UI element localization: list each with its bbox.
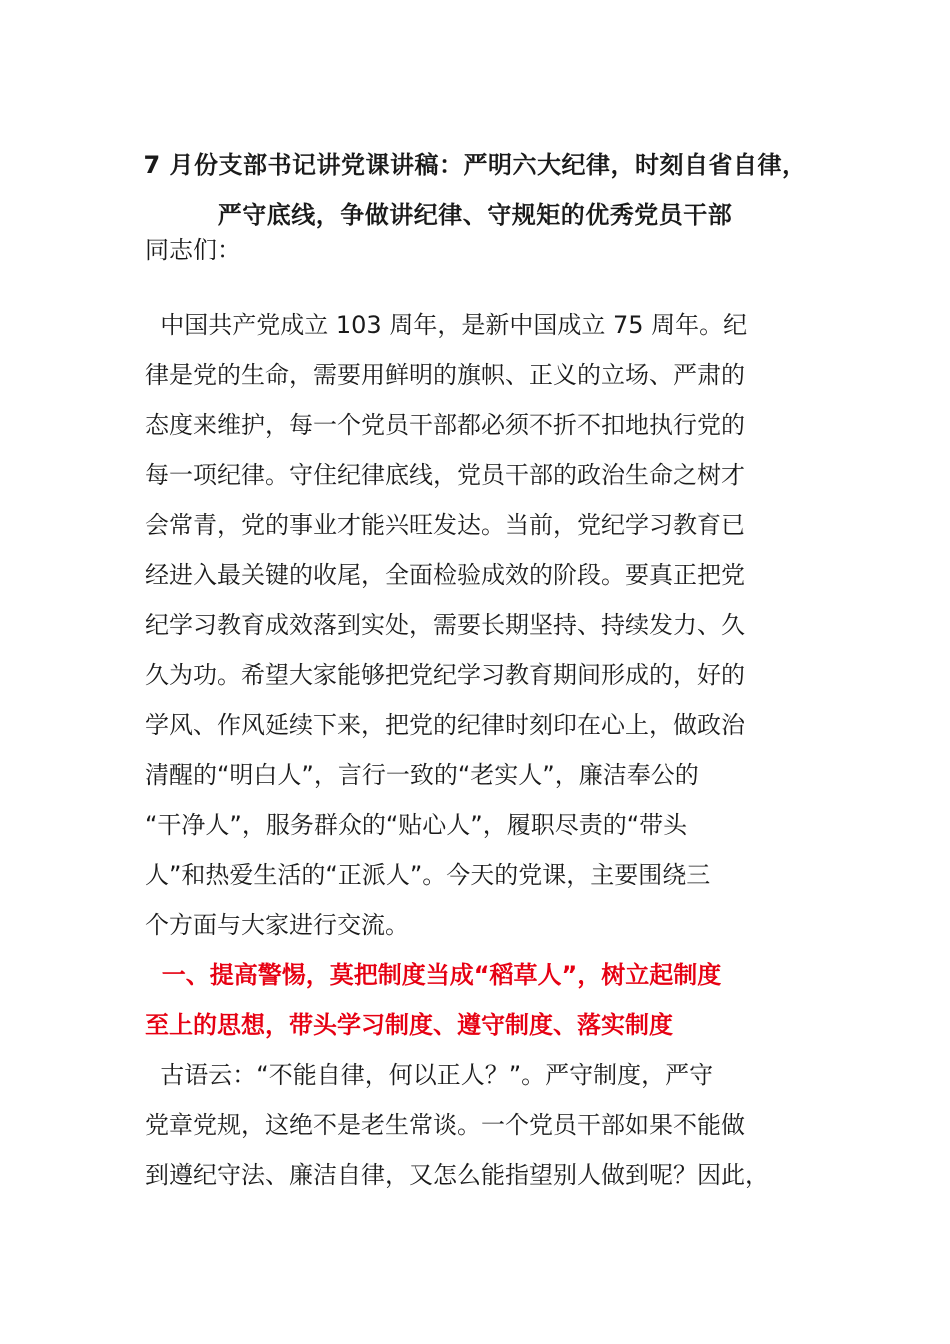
paragraph-line: 律是党的生命，需要用鲜明的旗帜、正义的立场、严肃的 [145,361,745,389]
section-heading-line: 至上的思想，带头学习制度、遵守制度、落实制度 [145,1011,673,1039]
paragraph-line: 个方面与大家进行交流。 [145,911,409,939]
section-heading-line: 一、提高警惕，莫把制度当成“稻草人”，树立起制度 [145,961,722,989]
paragraph-line: 到遵纪守法、廉洁自律，又怎么能指望别人做到呢？因此， [145,1161,769,1189]
paragraph-line: 古语云：“不能自律，何以正人？”。严守制度，严守 [145,1061,714,1089]
paragraph-line: “干净人”，服务群众的“贴心人”，履职尽责的“带头 [145,811,688,839]
paragraph-line: 每一项纪律。守住纪律底线，党员干部的政治生命之树才 [145,461,745,489]
paragraph-line: 态度来维护，每一个党员干部都必须不折不扣地执行党的 [145,411,745,439]
paragraph-line: 中国共产党成立 103 周年，是新中国成立 75 周年。纪 [145,311,748,339]
paragraph-line: 党章党规，这绝不是老生常谈。一个党员干部如果不能做 [145,1111,745,1139]
document-title-line-1: 7 月份支部书记讲党课讲稿：严明六大纪律，时刻自省自律， [143,151,807,179]
document-title-line-2: 严守底线，争做讲纪律、守规矩的优秀党员干部 [217,201,733,229]
paragraph-line: 纪学习教育成效落到实处，需要长期坚持、持续发力、久 [145,611,745,639]
paragraph-line: 学风、作风延续下来，把党的纪律时刻印在心上，做政治 [145,711,745,739]
paragraph-line: 经进入最关键的收尾，全面检验成效的阶段。要真正把党 [145,561,745,589]
salutation: 同志们： [145,236,241,264]
paragraph-line: 会常青，党的事业才能兴旺发达。当前，党纪学习教育已 [145,511,745,539]
paragraph-line: 久为功。希望大家能够把党纪学习教育期间形成的，好的 [145,661,745,689]
paragraph-line: 清醒的“明白人”，言行一致的“老实人”，廉洁奉公的 [145,761,699,789]
paragraph-line: 人”和热爱生活的“正派人”。今天的党课，主要围绕三 [145,861,711,889]
